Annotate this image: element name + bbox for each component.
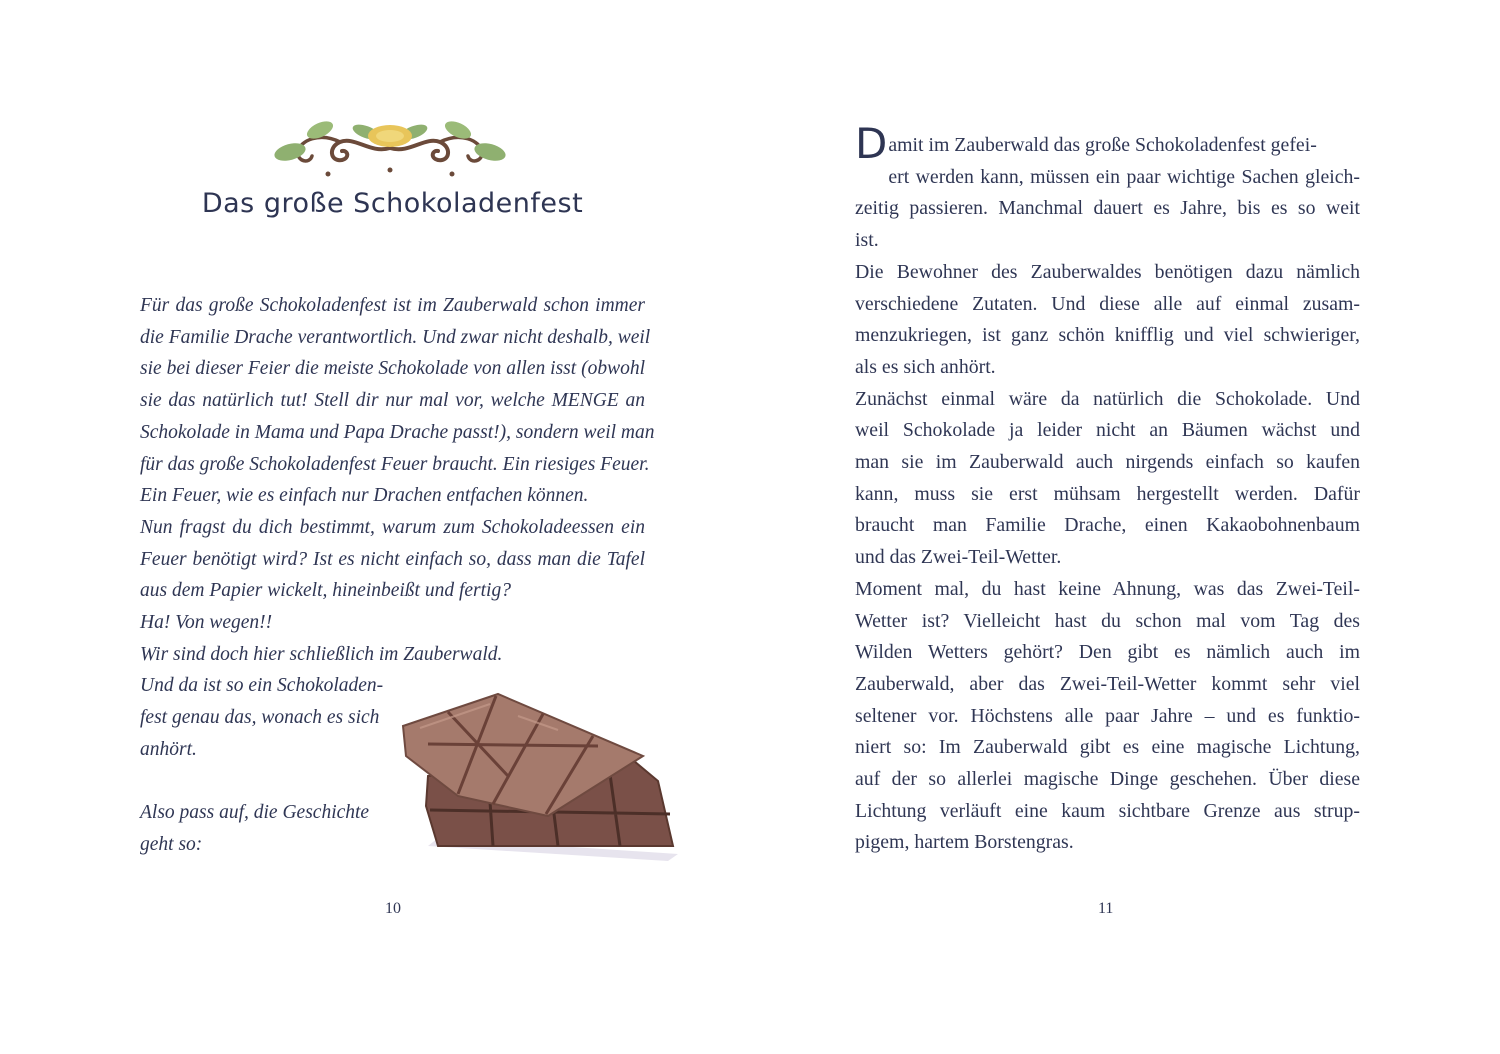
text-line: Und da ist so ein Schokoladen- <box>140 675 384 697</box>
text-line: Wilden Wetters gehört? Den gibt es nämlich auch im <box>855 641 1360 664</box>
text-line: und das Zwei-Teil-Wetter. <box>855 546 1062 569</box>
page-number: 10 <box>385 900 401 917</box>
text-line: seltener vor. Höchstens alle paar Jahre – und es funktio- <box>855 704 1360 727</box>
text-line: auf der so allerlei magische Dinge geschehen. Über diese <box>855 768 1360 791</box>
text-line: anhört. <box>140 738 197 760</box>
text-line: Feuer benötigt wird? Ist es nicht einfach so, dass man die Tafel <box>140 548 645 570</box>
drop-cap: D <box>855 119 888 168</box>
text-line: Moment mal, du hast keine Ahnung, was das Zwei-Teil- <box>855 577 1360 600</box>
cocoa-pod-vine-icon <box>270 118 510 182</box>
text-line: Ein Feuer, wie es einfach nur Drachen entfachen können. <box>140 485 589 507</box>
text-line: Schokolade in Mama und Papa Drache passt!), sondern weil man <box>140 421 655 443</box>
text-line: menzukriegen, ist ganz schön knifflig und viel schwieriger, <box>855 324 1360 347</box>
text-line: man sie im Zauberwald auch nirgends einfach so kaufen <box>855 451 1360 474</box>
text-line: weil Schokolade ja leider nicht an Bäumen wächst und <box>855 419 1360 442</box>
text-line: Für das große Schokoladenfest ist im Zauberwald schon immer <box>140 295 645 316</box>
text-line: geht so: <box>140 833 203 855</box>
text-line: die Familie Drache verantwortlich. Und zwar nicht deshalb, weil <box>140 326 651 348</box>
text-line: niert so: Im Zauberwald gibt es eine magische Lichtung, <box>855 736 1360 759</box>
text-line: pigem, hartem Borstengras. <box>855 831 1074 854</box>
text-line: verschiedene Zutaten. Und diese alle auf einmal zusam- <box>855 292 1360 315</box>
text-line: als es sich anhört. <box>855 355 996 378</box>
text-line: ist. <box>855 229 879 252</box>
story-text <box>855 119 1360 859</box>
text-line: Lichtung verläuft eine kaum sichtbare Grenze aus strup- <box>855 799 1360 822</box>
right-page <box>750 0 1500 1054</box>
text-line: Wir sind doch hier schließlich im Zauberwald. <box>140 643 503 665</box>
text-line: Ha! Von wegen!! <box>140 612 273 634</box>
text-line: braucht man Familie Drache, einen Kakaobohnenbaum <box>855 514 1360 537</box>
text-line: Nun fragst du dich bestimmt, warum zum Schokoladeessen ein <box>140 516 645 538</box>
text-line: Zauberwald, aber das Zwei-Teil-Wetter kommt sehr viel <box>855 672 1360 695</box>
text-line: ert werden kann, müssen ein paar wichtige Sachen gleich- <box>888 165 1360 188</box>
text-line: sie das natürlich tut! Stell dir nur mal vor, welche MENGE an <box>140 390 645 412</box>
text-line: Wetter ist? Vielleicht hast du schon mal vom Tag des <box>855 609 1360 632</box>
text-line: Also pass auf, die Geschichte <box>140 802 370 824</box>
text-line: amit im Zauberwald das große Schokoladenfest gefei- <box>888 134 1317 156</box>
text-line: Zunächst einmal wäre da natürlich die Schokolade. Und <box>855 387 1360 410</box>
chapter-title: Das große Schokoladenfest <box>201 188 584 219</box>
text-line: zeitig passieren. Manchmal dauert es Jahre, bis es so weit <box>855 197 1360 220</box>
text-line: für das große Schokoladenfest Feuer braucht. Ein riesiges Feuer. <box>140 453 650 475</box>
page-number: 11 <box>1098 900 1114 917</box>
text-line: sie bei dieser Feier die meiste Schokolade von allen isst (obwohl <box>140 358 645 380</box>
text-line: Die Bewohner des Zauberwaldes benötigen dazu nämlich <box>855 260 1360 283</box>
text-line: kann, muss sie erst mühsam hergestellt werden. Dafür <box>855 482 1360 505</box>
chocolate-bar-icon <box>398 686 688 866</box>
text-line: fest genau das, wonach es sich <box>140 707 380 729</box>
text-line: aus dem Papier wickelt, hineinbeißt und fertig? <box>140 580 511 602</box>
